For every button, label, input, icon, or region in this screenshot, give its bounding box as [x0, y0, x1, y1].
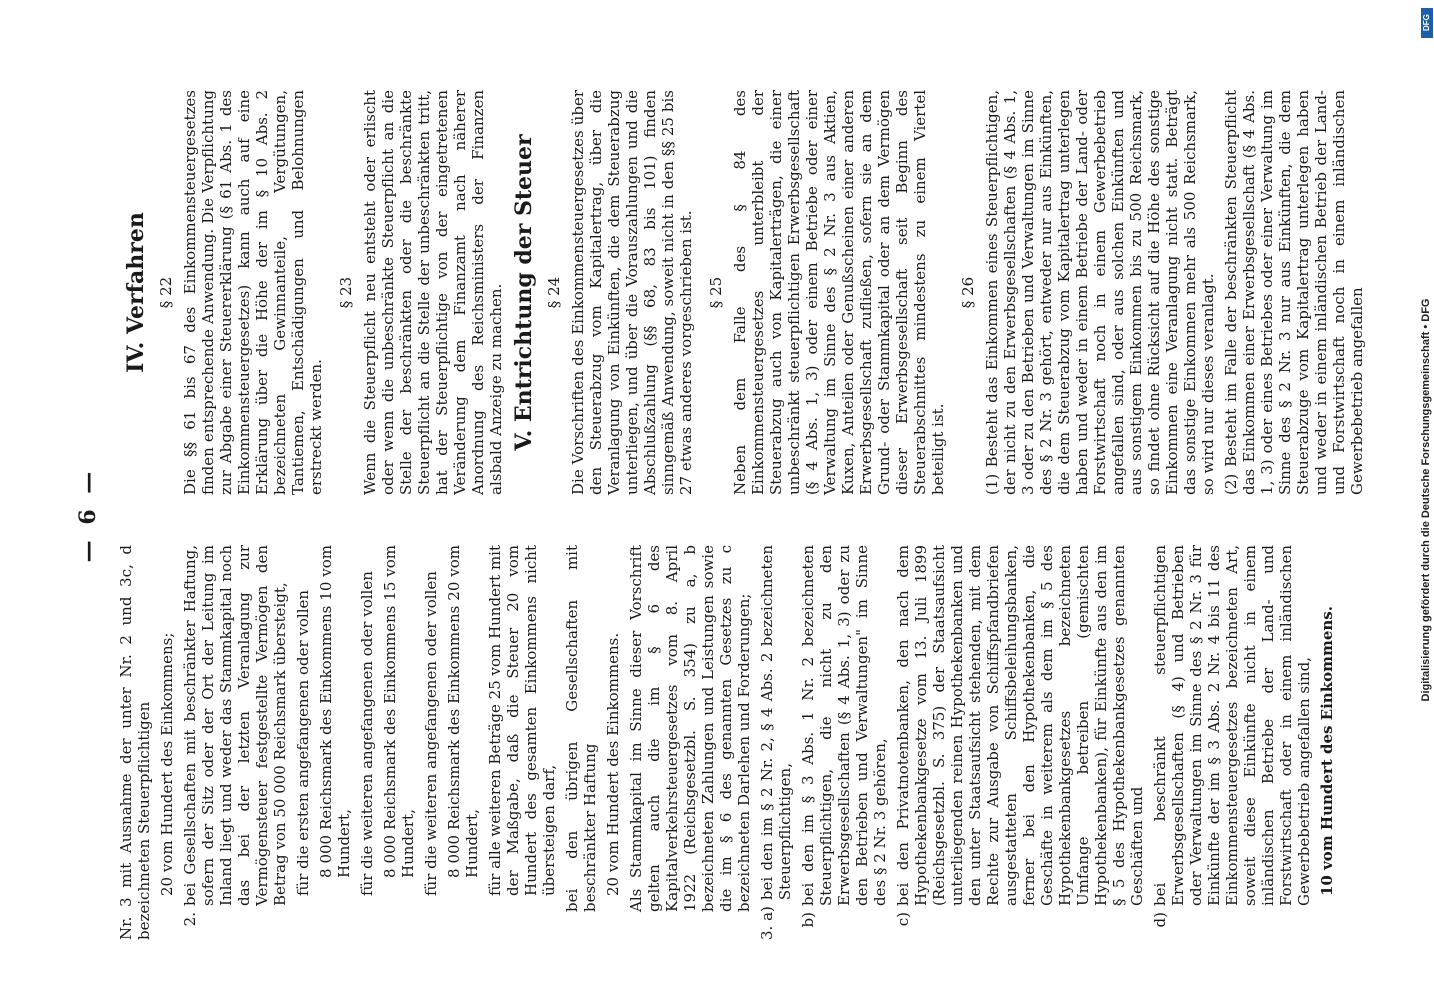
paragraph-text: Neben dem Falle des § 84 des Einkommensteuergesetzes unterbleibt der Steuerabzug auch von Kapitalerträgen, die einer unbeschränkt steuerpflichtigen Erwerbsgesellschaft (§ 4 Abs. 1, 3) oder einem Betriebe oder einer Verwaltung im Sinne des § 2 Nr. 3 aus Aktien, Kuxen, Anteilen oder Genußscheinen einer anderen Erwerbsgesellschaft zufließen, sofern sie an dem Grund- oder Stammkapital oder an dem Vermögen dieser Erwerbsgesellschaft seit Beginn des Steuerabschnittes mindestens zu einem Viertel beteiligt ist. [731, 90, 947, 495]
page-number: — 6 — [75, 467, 101, 563]
paragraph-text: (2) Besteht im Falle der beschränkten Steuerpflicht das Einkommen einer Erwerbsgesellschaft (§ 4 Abs. 1, 3) oder eines Betriebes oder einer Verwaltung im Sinne des § 2 Nr. 3 nur aus Einkünften, die dem Steuerabzuge vom Kapitalertrag unterlegen haben und weder in einem inländischen Betrieb der Land- und Forstwirtschaft noch in einem inländischen Gewerbebetrieb angefallen [1222, 90, 1366, 495]
left-column [117, 545, 1341, 940]
bracket-amount: 8 000 Reichsmark des Einkommens 20 vom Hundert, [445, 545, 481, 878]
paragraph-number: § 26 [959, 276, 977, 309]
item-label: 3. a) [758, 906, 776, 940]
right-column [117, 90, 1371, 495]
list-item-3a [758, 545, 794, 940]
other-gmbh-line: bei den übrigen Gesellschaften mit beschränkter Haftung [563, 545, 599, 912]
stammkapital-paragraph: Als Stammkapital im Sinne dieser Vorschrift gelten auch die im § 6 des Kapitalverkehrsteuergesetzes vom 8. April 1922 (Reichsgesetzbl. S. 354) zu a, b bezeichneten Zahlungen und Leistungen sowie die im § 6 des genannten Gesetzes zu c bezeichneten Darlehen und Forderungen; [627, 545, 753, 912]
item-label: d) [1151, 912, 1169, 928]
item-text: bei den im § 3 Abs. 1 Nr. 2 bezeichneten Steuerpflichtigen, die nicht zu den Erwerbsgesellschaften (§ 4 Abs. 1, 3) oder zu den Betrieben und Verwaltungen" im Sinne des § 2 Nr. 3 gehören, [799, 545, 889, 906]
paragraph-text: (1) Besteht das Einkommen eines Steuerpflichtigen, der nicht zu den Erwerbsgesellschaften (§ 4 Abs. 1, 3 oder zu den Betrieben und Verwaltungen im Sinne des § 2 Nr. 3 gehört, entweder nur aus Einkünften, die dem Steuerabzug vom Kapitalertrag unterlegen haben und weder in einem Betriebe der Land- oder Forstwirtschaft noch in einem Gewerbebetrieb angefallen sind, oder aus solchen Einkünften und aus sonstigem Einkommen bis zu 500 Reichsmark, so findet ohne Rücksicht auf die Höhe des sonstige Einkommen eine Veranlagung nicht statt. Beträgt das sonstige Einkommen mehr als 500 Reichsmark, so wird nur dieses veranlagt. [983, 90, 1217, 495]
rate-line: 10 vom Hundert des Einkommens. [1318, 606, 1336, 896]
bracket-amount: 8 000 Reichsmark des Einkommens 10 vom Hundert, [317, 545, 353, 878]
item-text: bei den im § 2 Nr. 2, § 4 Abs. 2 bezeichneten Steuerpflichtigen, [758, 545, 794, 901]
bracket-line: für die weiteren angefangenen oder vollen [422, 571, 440, 896]
item-label: c) [894, 912, 912, 927]
item-label: b) [799, 912, 817, 928]
bracket-amount: 8 000 Reichsmark des Einkommens 15 vom Hundert, [381, 545, 417, 878]
bracket-line: für die ersten angefangenen oder vollen [294, 589, 312, 896]
bracket-rest: für alle weiteren Beträge 25 vom Hundert mit der Maßgabe, daß die Steuer 20 vom Hundert des gesamten Einkommens nicht übersteigen darf, [486, 545, 558, 896]
list-item-2 [181, 545, 289, 940]
list-item-3d [1151, 545, 1313, 940]
scanned-page [75, 90, 1366, 940]
paragraph-text: Die Vorschriften des Einkommensteuergesetzes über den Steuerabzug vom Kapitalertrag, über die Veranlagung von Einkünften, die dem Steuerabzug unterliegen, und über die Vorauszahlungen und die Abschlußzahlung (§§ 68, 83 bis 101) finden sinngemäß Anwendung, soweit nicht in den §§ 25 bis 27 etwas anderes vorgeschrieben ist. [569, 90, 695, 495]
list-item-3b [799, 545, 889, 940]
rate-line: 20 vom Hundert des Einkommens; [158, 632, 176, 896]
bracket-line: für die weiteren angefangenen oder vollen [358, 571, 376, 896]
item-label: 2. [181, 912, 199, 927]
intro-text: Nr. 3 mit Ausnahme der unter Nr. 2 und 3c, d bezeichneten Steuerpflichtigen [117, 545, 153, 940]
item-text: bei beschränkt steuerpflichtigen Erwerbsgesellschaften (§ 4) und Betrieben oder Verwaltungen im Sinne des § 2 Nr. 3 für Einkünfte der im § 3 Abs. 2 Nr. 4 bis 11 des Einkommensteuergesetzes bezeichneten Art, soweit diese Einkünfte nicht in einem inländischen Betriebe der Land- und Forstwirtschaft oder in einem inländischen Gewerbebetrieb angefallen sind, [1151, 545, 1313, 906]
paragraph-number: § 22 [157, 276, 175, 309]
paragraph-number: § 24 [545, 276, 563, 309]
paragraph-number: § 23 [337, 276, 355, 309]
section-heading: IV. Verfahren [123, 212, 149, 373]
section-heading: V. Entrichtung der Steuer [511, 134, 537, 451]
digitization-credit [1418, 0, 1434, 1000]
list-item-3c [894, 545, 1146, 940]
item-text: bei Gesellschaften mit beschränkter Haftung, sofern der Sitz oder der Ort der Leitung im Inland liegt und weder das Stammkapital noch das bei der letzten Veranlagung zur Vermögensteuer festgestellte Vermögen den Betrag von 50 000 Reichsmark übersteigt, [181, 545, 289, 906]
rate-line: 20 vom Hundert des Einkommens. [604, 632, 622, 896]
credit-text: Digitalisierung gefördert durch die Deutsche Forschungsgemeinschaft • DFG [1420, 298, 1432, 702]
dfg-logo-icon: DFG [1421, 8, 1433, 38]
paragraph-number: § 25 [707, 276, 725, 309]
paragraph-text: Wenn die Steuerpflicht neu entsteht oder erlischt oder wenn die unbeschränkte Steuerpflicht an die Stelle der beschränkten oder die beschränkte Steuerpflicht an die Stelle der unbeschränkten tritt, hat der Steuerpflichtige von der eingetretenen Veränderung dem Finanzamt nach näherer Anordnung des Reichsministers der Finanzen alsbald Anzeige zu machen. [361, 90, 505, 495]
paragraph-text: Die §§ 61 bis 67 des Einkommensteuergesetzes finden entsprechende Anwendung. Die Verpflichtung zur Abgabe einer Steuererklärung (§ 61 Abs. 1 des Einkommensteuergesetzes) kann auch auf eine Erklärung über die Höhe der im § 10 Abs. 2 bezeichneten Gewinnanteile, Vergütungen, Tantiemen, Entschädigungen und Belohnungen erstreckt werden. [181, 90, 325, 495]
item-text: bei den Privatnotenbanken, den nach dem Hypothekenbankgesetze vom 13. Juli 1899 (Reichsgesetzbl. S. 375) der Staatsaufsicht unterliegenden reinen Hypothekenbanken und den unter Staatsaufsicht stehenden, mit dem Rechte zur Ausgabe von Schiffspfandbriefen ausgestatteten Schiffsbeleihungsbanken, ferner bei den Hypothekenbanken, die Geschäfte in weiterem als dem im § 5 des Hypothekenbankgesetzes bezeichneten Umfange betreiben (gemischten Hypothekenbanken), für Einkünfte aus den im § 5 des Hypothekenbankgesetzes genannten Geschäften und [894, 545, 1146, 906]
